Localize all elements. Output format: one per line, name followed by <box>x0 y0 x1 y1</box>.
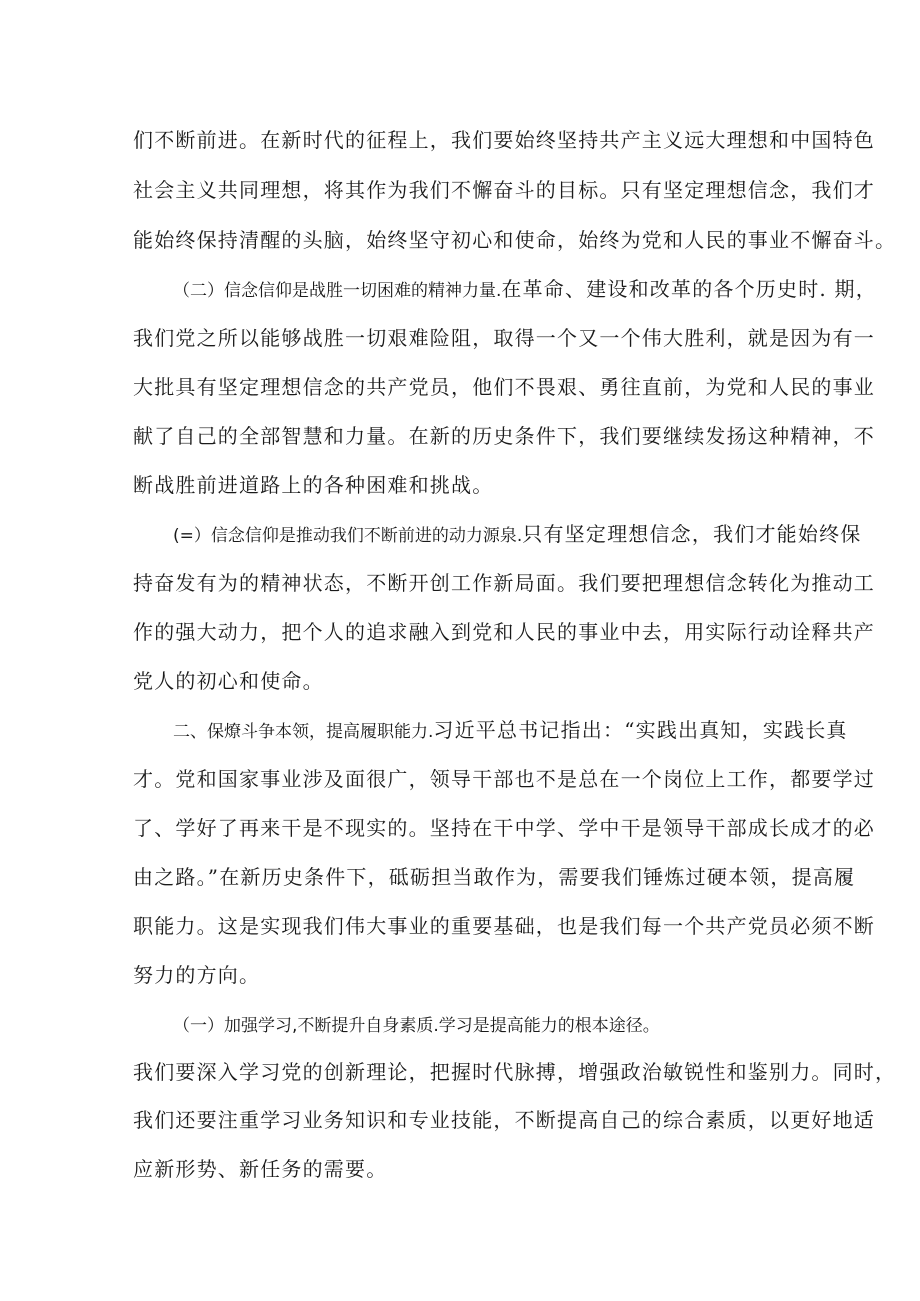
paragraph-first-line <box>173 718 848 744</box>
body-line: 党人的初心和使命。 <box>133 669 324 693</box>
section-heading: (=）信念信仰是推动我们不断前进的动力源泉. <box>173 526 523 546</box>
body-line: 了、学好了再来干是不现实的。坚持在干中学、学中干是领导干部成长成才的必 <box>133 816 875 840</box>
body-text: 只有坚定理想信念，我们才能始终保 <box>522 522 862 546</box>
body-line: 努力的方向。 <box>133 963 261 987</box>
body-line: 持奋发有为的精神状态，不断开创工作新局面。我们要把理想信念转化为推动工 <box>133 571 875 595</box>
body-line: 们不断前进。在新时代的征程上，我们要始终坚持共产主义远大理想和中国特色 <box>133 128 875 152</box>
section-heading: （一）加强学习,不断提升自身素质.学习是提高能力的根本途径。 <box>173 1016 660 1036</box>
body-line: 献了自己的全部智慧和力量。在新的历史条件下，我们要继续发扬这种精神，不 <box>133 424 875 448</box>
body-line: 能始终保持清醒的头脑，始终坚守初心和使命，始终为党和人民的事业不懈奋斗。 <box>133 228 897 252</box>
section-heading: （二）信念信仰是战胜一切困难的精神力量. <box>173 281 502 301</box>
body-line: 才。党和国家事业涉及面很广，领导干部也不是总在一个岗位上工作，都要学过 <box>133 767 875 791</box>
body-line: 由之路。”在新历史条件下，砥砺担当敢作为，需要我们锤炼过硬本领，提高履 <box>133 865 856 889</box>
body-line: 职能力。这是实现我们伟大事业的重要基础，也是我们每一个共产党员必须不断 <box>133 914 875 938</box>
body-line: 社会主义共同理想，将其作为我们不懈奋斗的目标。只有坚定理想信念，我们才 <box>133 178 875 202</box>
body-line: 我们党之所以能够战胜一切艰难险阻，取得一个又一个伟大胜利，就是因为有一 <box>133 326 875 350</box>
paragraph-first-line <box>173 277 877 303</box>
paragraph-first-line <box>173 522 861 548</box>
part-heading: 二、保燎斗争本领，提高履职能力. <box>173 722 434 742</box>
body-line: 我们要深入学习党的创新理论，把握时代脉搏，增强政治敏锐性和鉴别力。同时， <box>133 1060 897 1084</box>
body-line: 断战胜前进道路上的各种困难和挑战。 <box>133 473 494 497</box>
body-line: 作的强大动力，把个人的追求融入到党和人民的事业中去，用实际行动诠释共产 <box>133 620 875 644</box>
body-text: 习近平总书记指出：“实践出真知，实践长真 <box>433 718 848 742</box>
body-line: 应新形势、新任务的需要。 <box>133 1157 388 1181</box>
body-line: 我们还要注重学习业务知识和专业技能，不断提高自己的综合素质，以更好地适 <box>133 1108 875 1132</box>
body-text: 在革命、建设和改革的各个历史时. 期， <box>501 277 877 301</box>
body-line: 大批具有坚定理想信念的共产党员，他们不畏艰、勇往直前，为党和人民的事业 <box>133 375 875 399</box>
